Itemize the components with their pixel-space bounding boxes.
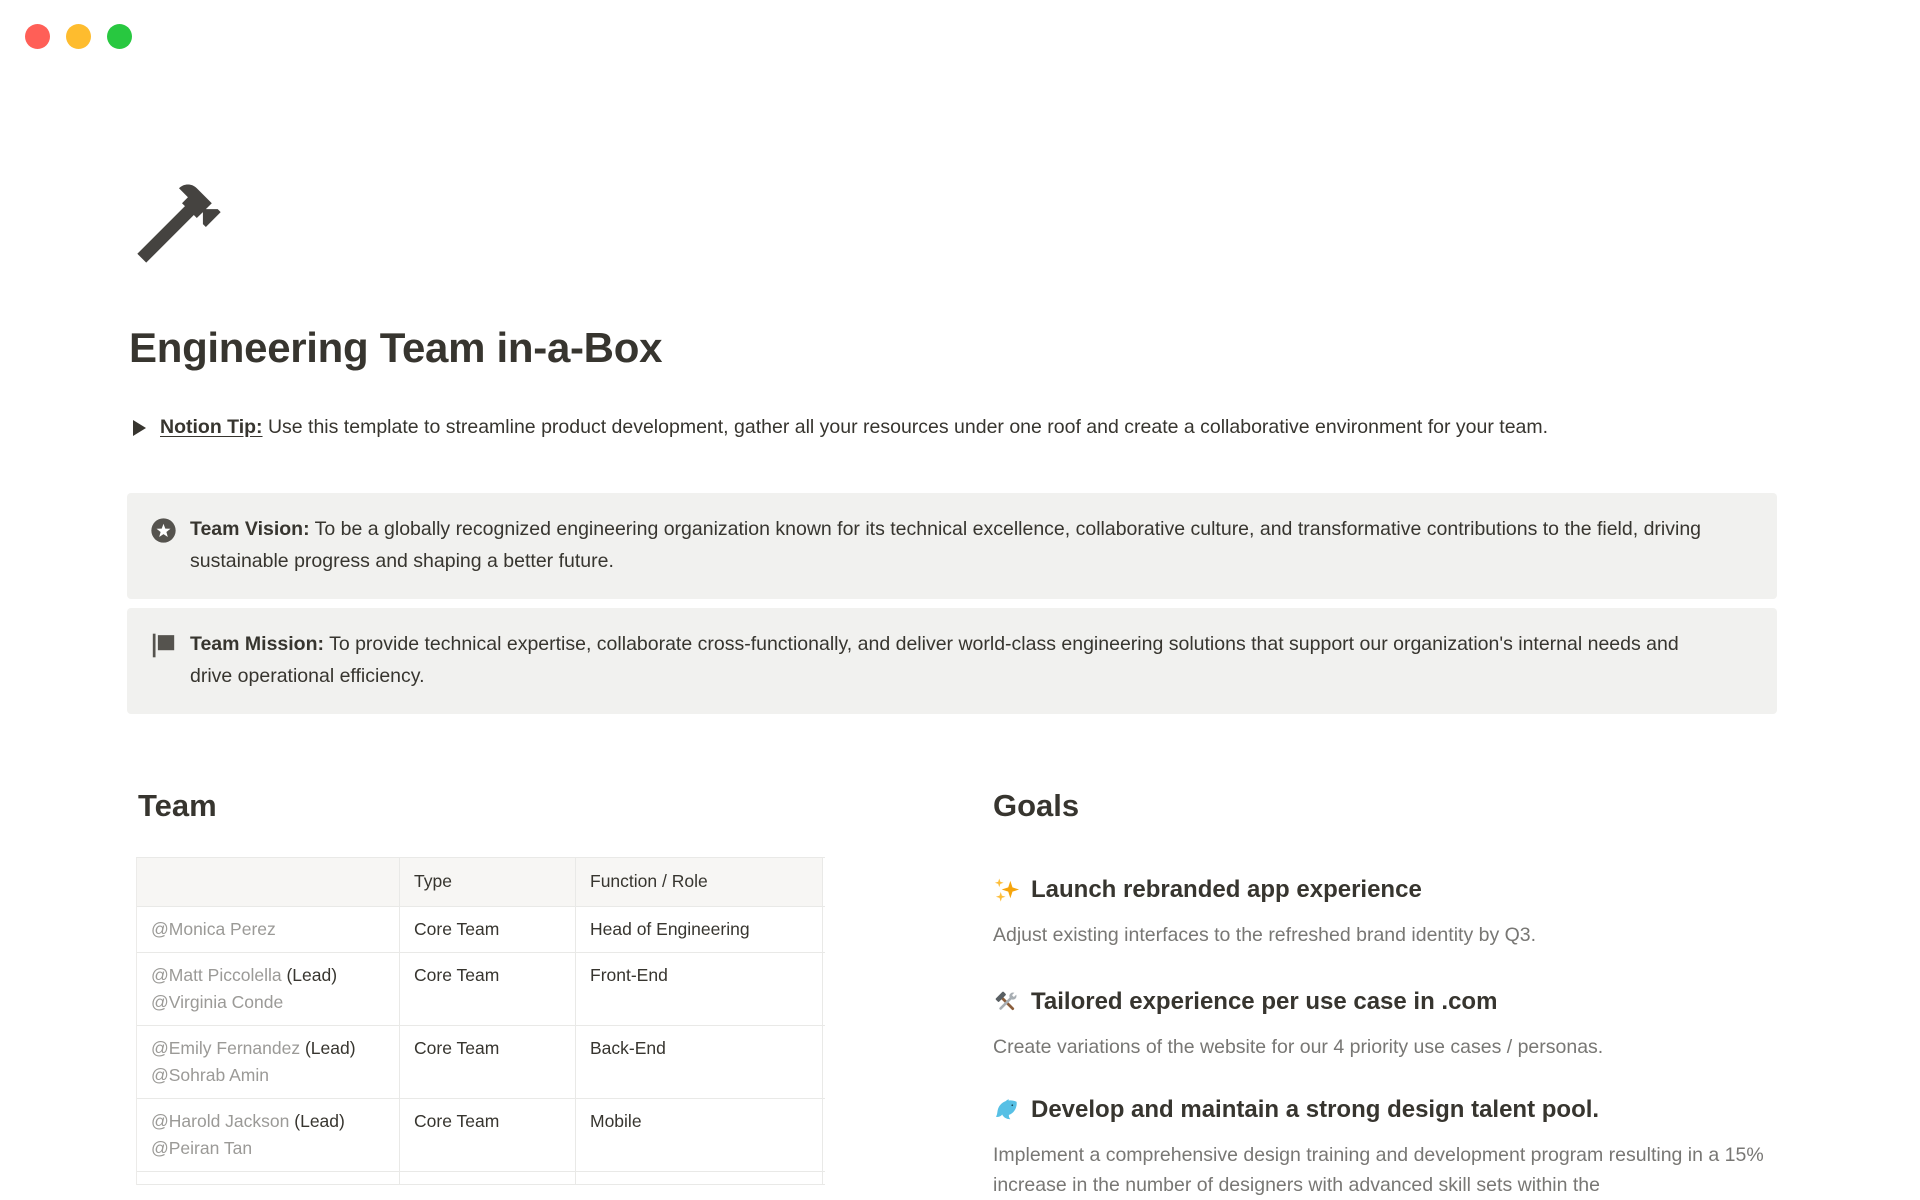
person-mention[interactable]: @Monica Perez [151, 919, 276, 939]
hammer-icon[interactable] [129, 172, 229, 272]
dolphin-icon [993, 1097, 1020, 1124]
team-mission-body: To provide technical expertise, collaborate cross-functionally, and deliver world-class engineering solutions that support our organization's internal needs and drive operational efficiency. [190, 633, 1679, 687]
team-table-header-row [137, 858, 825, 907]
role-cell[interactable]: Front-End [576, 953, 823, 1025]
goal-item [993, 984, 1785, 1062]
member-line [151, 916, 385, 943]
notion-tip-body: Use this template to streamline product development, gather all your resources under one roof and create a collaborative environment for your team. [267, 416, 1549, 438]
table-row [137, 907, 825, 953]
goals-heading: Goals [993, 788, 1080, 823]
table-row [137, 953, 825, 1026]
team-table-body [137, 907, 825, 1185]
flag-icon [150, 632, 177, 659]
type-cell[interactable]: Core Team [400, 1026, 576, 1098]
member-line [151, 989, 385, 1016]
role-cell[interactable]: Back-End [576, 1026, 823, 1098]
members-cell[interactable] [137, 1026, 400, 1098]
close-window-button[interactable] [25, 24, 50, 49]
role-cell[interactable]: Head of Engineering [576, 907, 823, 952]
goals-column [993, 786, 1785, 1200]
goal-title [993, 1092, 1785, 1128]
notion-tip-toggle [133, 412, 1733, 443]
team-column [136, 786, 836, 1185]
member-line [151, 1062, 385, 1089]
member-suffix: (Lead) [289, 1111, 345, 1131]
goal-title [993, 984, 1785, 1020]
table-row-partial [137, 1172, 825, 1185]
team-mission-callout [127, 608, 1777, 714]
member-line [151, 962, 385, 989]
table-row [137, 1099, 825, 1172]
column-header[interactable] [137, 858, 400, 906]
column-header[interactable]: Function / Role [576, 858, 823, 906]
person-mention[interactable]: @Matt Piccolella [151, 965, 282, 985]
goal-title-text: Develop and maintain a strong design talent pool. [1031, 1096, 1600, 1123]
page-title: Engineering Team in-a-Box [129, 324, 663, 371]
notion-tip-label: Notion Tip: [160, 416, 263, 438]
notion-tip-text [160, 412, 1548, 443]
member-line [151, 1035, 385, 1062]
role-cell[interactable]: Mobile [576, 1099, 823, 1171]
team-vision-callout [127, 493, 1777, 599]
sparkles-icon [993, 877, 1020, 904]
members-cell[interactable] [137, 953, 400, 1025]
goal-description: Adjust existing interfaces to the refreshed brand identity by Q3. [993, 924, 1537, 946]
member-line [151, 1108, 385, 1135]
team-vision-body: To be a globally recognized engineering organization known for its technical excellence, collaborative culture, and transformative contributions to the field, driving sustainable progress and shaping a better future. [190, 518, 1702, 572]
goal-item [993, 1092, 1785, 1200]
tools-icon [993, 989, 1020, 1016]
team-heading: Team [138, 788, 217, 823]
empty-cell [400, 1172, 576, 1184]
person-mention[interactable]: @Harold Jackson [151, 1111, 290, 1131]
team-vision-label: Team Vision: [190, 518, 310, 540]
team-table [136, 857, 825, 1185]
person-mention[interactable]: @Sohrab Amin [151, 1065, 269, 1085]
goals-list [993, 872, 1785, 1200]
members-cell[interactable] [137, 1099, 400, 1171]
toggle-triangle-icon[interactable] [133, 420, 146, 436]
goal-description: Implement a comprehensive design training and development program resulting in a 15% increase in the number of designers with advanced skill sets within the [993, 1144, 1764, 1196]
member-line [151, 1135, 385, 1162]
type-cell[interactable]: Core Team [400, 1099, 576, 1171]
goal-description: Create variations of the website for our 4 priority use cases / personas. [993, 1036, 1604, 1058]
goal-item [993, 872, 1785, 950]
person-mention[interactable]: @Emily Fernandez [151, 1038, 301, 1058]
team-vision-text [190, 514, 1707, 578]
empty-cell [137, 1172, 400, 1184]
member-suffix: (Lead) [300, 1038, 356, 1058]
team-mission-text [190, 629, 1707, 693]
goal-title-text: Launch rebranded app experience [1031, 876, 1422, 903]
person-mention[interactable]: @Virginia Conde [151, 992, 284, 1012]
star-circle-icon [150, 517, 177, 544]
team-mission-label: Team Mission: [190, 633, 324, 655]
goal-title [993, 872, 1785, 908]
minimize-window-button[interactable] [66, 24, 91, 49]
empty-cell [576, 1172, 823, 1184]
person-mention[interactable]: @Peiran Tan [151, 1138, 253, 1158]
window-controls [25, 24, 132, 49]
table-row [137, 1026, 825, 1099]
column-header[interactable]: Type [400, 858, 576, 906]
type-cell[interactable]: Core Team [400, 907, 576, 952]
member-suffix: (Lead) [281, 965, 338, 985]
type-cell[interactable]: Core Team [400, 953, 576, 1025]
goal-title-text: Tailored experience per use case in .com [1031, 988, 1498, 1015]
members-cell[interactable] [137, 907, 400, 952]
zoom-window-button[interactable] [107, 24, 132, 49]
